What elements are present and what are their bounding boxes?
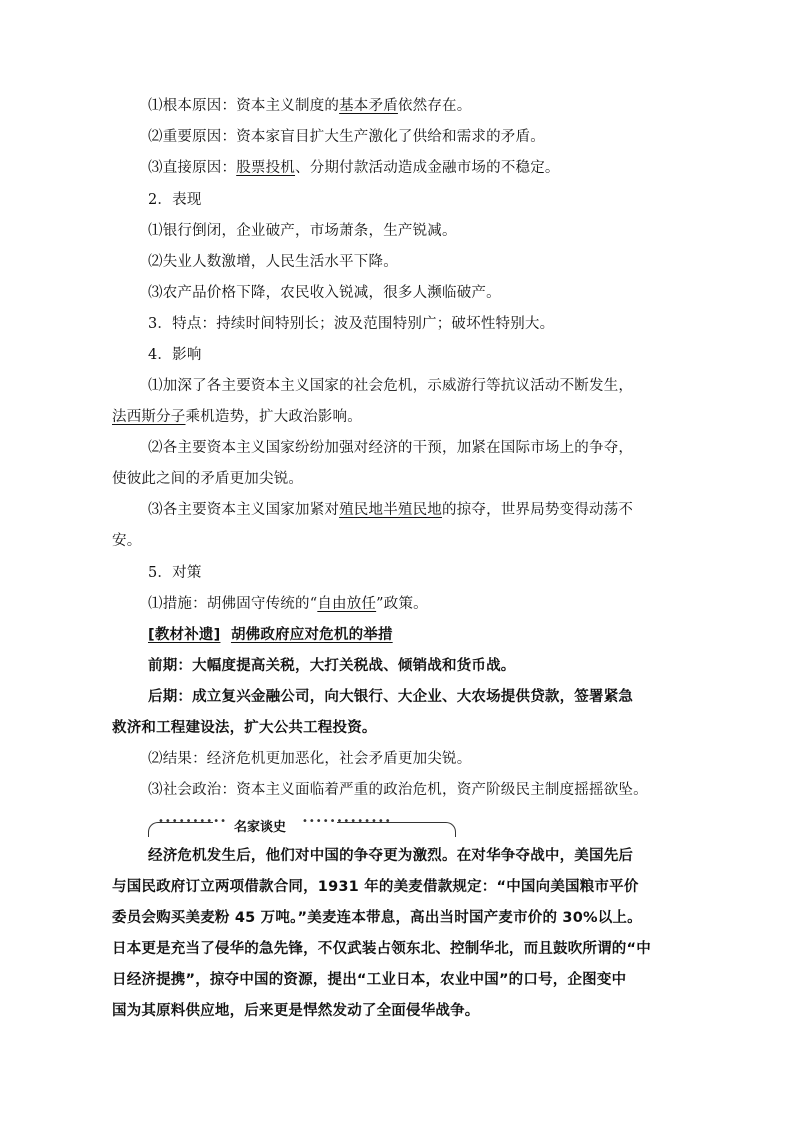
expert-label: 名家谈史	[234, 820, 287, 835]
supplement-heading	[148, 625, 393, 645]
manifestation-item: ⑴银行倒闭，企业破产，市场萧条，生产锐减。	[148, 223, 457, 239]
impact-item2-line2: 使彼此之间的矛盾更加尖锐。	[112, 471, 304, 487]
impact-item3-line2: 安。	[112, 533, 142, 549]
supplement-late-line2: 救济和工程建设法，扩大公共工程投资。	[112, 720, 377, 736]
section-heading-policy: 5．对策	[148, 565, 202, 581]
text: ⑴措施：胡佛固守传统的“	[148, 596, 318, 612]
text: ⑶各主要资本主义国家加紧对	[148, 502, 340, 518]
expert-line: 经济危机发生后，他们对中国的争夺更为激烈。在对华争夺战中，美国先后	[148, 848, 634, 864]
underlined-term: 基本矛盾	[339, 98, 398, 114]
impact-item1-line2	[112, 407, 362, 427]
supplement-late-line1: 后期：成立复兴金融公司，向大银行、大企业、大农场提供贷款，签署紧急	[148, 689, 634, 705]
text: ⑶直接原因：	[148, 160, 237, 176]
expert-line: 与国民政府订立两项借款合同，1931 年的美麦借款规定：“中国向美国粮市平价	[112, 879, 639, 895]
supplement-tag: [教材补遗]	[148, 627, 221, 643]
policy-measure	[148, 594, 428, 614]
underlined-term: 自由放任	[317, 596, 377, 612]
underlined-term: 殖民地半殖民地	[339, 502, 443, 518]
impact-item1-line1: ⑴加深了各主要资本主义国家的社会危机，示威游行等抗议活动不断发生，	[148, 378, 634, 394]
underlined-term: 股票投机	[236, 160, 296, 176]
cause-direct	[148, 158, 560, 178]
decorative-dots: ••••••••••	[158, 816, 227, 827]
text: 乘机造势，扩大政治影响。	[185, 409, 362, 425]
decorative-dots: •••••••••••••	[302, 816, 392, 827]
policy-result: ⑵结果：经济危机更加恶化，社会矛盾更加尖锐。	[148, 751, 472, 767]
impact-item3-line1	[148, 500, 633, 520]
text: ”政策。	[376, 596, 428, 612]
policy-politics: ⑶社会政治：资本主义面临着严重的政治危机，资产阶级民主制度摇摇欲坠。	[148, 782, 648, 798]
supplement-title: 胡佛政府应对危机的举措	[230, 627, 393, 643]
decorative-bracket-right	[337, 822, 456, 837]
expert-section-header	[148, 816, 456, 838]
expert-line: 日经济提携”，掠夺中国的资源，提出“工业日本，农业中国”的口号，企图变中	[112, 972, 627, 988]
underlined-term: 法西斯分子	[112, 409, 186, 425]
impact-item2-line1: ⑵各主要资本主义国家纷纷加强对经济的干预，加紧在国际市场上的争夺，	[148, 440, 634, 456]
section-heading-impact: 4．影响	[148, 347, 202, 363]
cause-important: ⑵重要原因：资本家盲目扩大生产激化了供给和需求的矛盾。	[148, 129, 545, 145]
expert-line: 委员会购买美麦粉 45 万吨。”美麦连本带息，高出当时国产麦市价的 30%以上。	[112, 910, 642, 926]
text: ⑴根本原因：资本主义制度的	[148, 98, 340, 114]
text: 、分期付款活动造成金融市场的不稳定。	[295, 160, 560, 176]
supplement-early: 前期：大幅度提高关税，大打关税战、倾销战和货币战。	[148, 658, 516, 674]
manifestation-item: ⑵失业人数激增，人民生活水平下降。	[148, 254, 398, 270]
manifestation-item: ⑶农产品价格下降，农民收入锐减，很多人濒临破产。	[148, 285, 501, 301]
text: 依然存在。	[397, 98, 472, 114]
cause-fundamental	[148, 96, 471, 116]
expert-line: 日本更是充当了侵华的急先锋，不仅武装占领东北、控制华北，而且鼓吹所谓的“中	[112, 941, 651, 957]
expert-line: 国为其原料供应地，后来更是悍然发动了全面侵华战争。	[112, 1003, 480, 1019]
text: 的掠夺，世界局势变得动荡不	[442, 502, 634, 518]
section-heading-manifestation: 2．表现	[148, 192, 202, 208]
features-line: 3．特点：持续时间特别长；波及范围特别广；破坏性特别大。	[148, 316, 555, 332]
